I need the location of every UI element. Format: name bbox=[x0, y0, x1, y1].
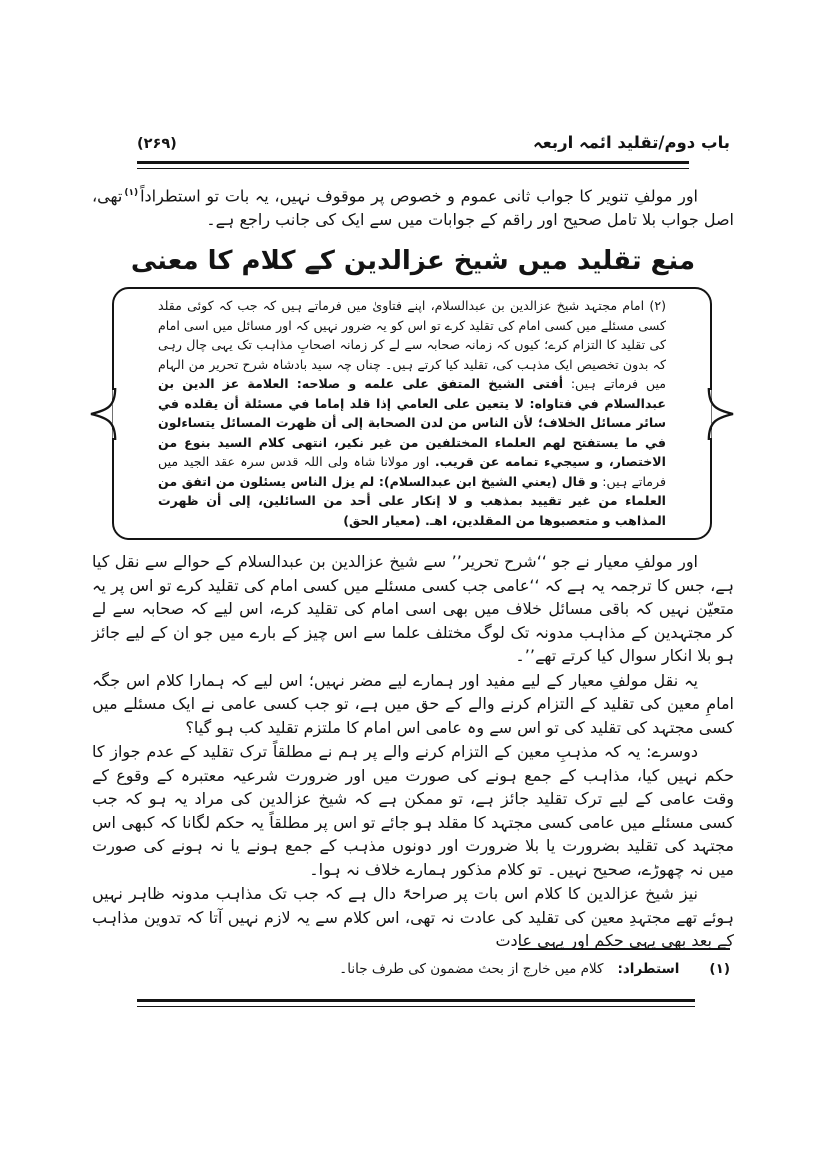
intro-text-after: تھی، اصل جواب بلا تامل صحیح اور راقم کے جوابات میں سے ایک کی جانب راجع ہے۔ bbox=[92, 186, 734, 229]
right-brace-icon bbox=[696, 388, 736, 440]
body-paragraph-1: اور مولفِ معیار نے جو ‘‘شرح تحریر’’ سے شیخ عزالدین بن عبدالسلام کے حوالے سے نقل کیا ہے، جس کا ترجمہ یہ ہے کہ ‘‘عامی جب کسی مسئلے میں کسی امام کی تقلید کرے تو اس پر یہ متعیّن نہیں کہ باقی مسائل خلاف میں بھی اسی امام کی تقلید کرے، اس لیے کہ صحابہ سے لے کر مجتہدین کے مذاہب مدونہ تک لوگ مختلف علما سے اس چیز کے بارے میں جو ان کے لیے جائز ہو بلا انکار سوال کیا کرتے تھے’’۔ bbox=[92, 552, 734, 666]
boxed-arabic-quote-2: و قال (يعني الشيخ ابن عبدالسلام): لم يزل الناس يسئلون من اتفق من العلماء من غير تقييد بمذهب و لا إنكار على أحد من السائلين، إلى أن ظهرت المذاهب و متعصبوها من المقلدين، اهـ. bbox=[158, 473, 666, 528]
page-number: (۲۶۹) bbox=[137, 136, 177, 152]
body-text-block bbox=[0, 550, 826, 953]
footnote-text: کلام میں خارج از بحث مضمون کی طرف جانا۔ bbox=[339, 961, 604, 977]
body-paragraph-3: دوسرے: یہ کہ مذہبِ معین کے التزام کرنے والے پر ہم نے مطلقاً ترک تقلید کے عدم جواز کا حکم نہیں کیا، مذاہب کے جمع ہونے کی صورت میں اور ضرورت شرعیہ معتبرہ کے وقوع کے وقت عامی کے لیے ترک تقلید جائز ہے، تو ممکن ہے کہ شیخ عزالدین کی مراد یہ ہو کہ جب کسی مسئلے میں عامی کسی مجتہد کا مقلد ہو جائے تو اس پر مطلقاً یہ حکم لگانا کہ کبھی اس مجتہد کی تقلید بضرورت یا بلا ضرورت اور دونوں مذہب کے جمع ہونے یا نہ ہونے کی صورت میں نہ چھوڑے، صحیح نہیں۔ تو کلام مذکور ہمارے خلاف نہ ہوا۔ bbox=[92, 742, 734, 879]
boxed-arabic-quote-1: أفتى الشيخ المتفق على علمه و صلاحه: العلامة عز الدين بن عبدالسلام في فتاواه: لا يتعين على العامي إذا قلد إماما في مسئلة أن يقلده في سائر مسائل الخلاف؛ لأن الناس من لدن الصحابة إلى أن ظهرت المسائل يتساءلون في ما يستفتح لهم العلماء المختلفين من غير نكير، انتهى كلام السيد بنوع من الاختصار، و سيجيء تمامه عن قريب. bbox=[158, 376, 666, 470]
body-paragraph-2: یہ نقل مولفِ معیار کے لیے مفید اور ہمارے لیے مضر نہیں؛ اس لیے کہ ہمارا کلام اس جگہ امامِ معین کی تقلید کے التزام کرنے والے کے حق میں ہے، تو جب کسی عامی نے ایک مسئلے میں کسی مجتہد کی تقلید کی تو اس سے وہ عامی اس امام کا ملتزم تقلید کب ہو گیا؟ bbox=[92, 670, 734, 737]
intro-paragraph bbox=[92, 182, 734, 231]
boxed-source-citation: (معیار الحق) bbox=[343, 512, 421, 528]
boxed-urdu-middle: اور مولانا شاہ ولی اللہ قدس سرہ عقد الجید میں فرماتے ہیں: bbox=[158, 454, 666, 489]
body-paragraph-4: نیز شیخ عزالدین کا کلام اس بات پر صراحۃً دال ہے کہ جب تک مذاہب مدونہ ظاہر نہیں ہوئے تھے مجتہدِ معین کی تقلید کی عادت نہ تھی، اس کلام سے یہ لازم نہیں آتا کہ تدوین مذاہب کے بعد بھی یہی حکم اور یہی عادت bbox=[92, 884, 734, 951]
chapter-title: باب دوم/تقلید ائمہ اربعہ bbox=[532, 133, 730, 152]
left-brace-icon bbox=[88, 388, 128, 440]
footnote bbox=[96, 958, 730, 980]
brace-quote-box bbox=[112, 287, 712, 540]
footnote-term: استطراد: bbox=[617, 961, 680, 977]
footnote-reference-marker: (۱) bbox=[124, 188, 139, 198]
page-header bbox=[137, 126, 730, 152]
footnote-separator-rule bbox=[518, 948, 730, 950]
footnote-marker: (۱) bbox=[709, 961, 730, 977]
boxed-urdu-intro: (۲) امام مجتہد شیخ عزالدین بن عبدالسلام، اپنے فتاویٰ میں فرماتے ہیں کہ جب کہ کوئی مقلد کسی مسئلے میں کسی امام کی تقلید کرے تو اس کو یہ ضرور نہیں کہ اور مسائل میں اسی امام کی تقلید کا التزام کرے؛ کیوں کہ زمانہ صحابہ سے لے کر زمانہ اصحابِ مذاہب تک یہی چال رہی کہ بدون تخصیص ایک مذہب کی، تقلید کیا کرتے ہیں۔ چناں چہ سید بادشاہ شرح تحریر من الہام میں فرماتے ہیں: bbox=[158, 298, 666, 392]
boxed-passage bbox=[158, 296, 666, 530]
header-rule bbox=[137, 161, 689, 169]
bottom-rule bbox=[137, 999, 695, 1007]
intro-text-before: اور مولفِ تنویر کا جواب ثانی عموم و خصوص پر موقوف نہیں، یہ بات تو استطراداً bbox=[140, 186, 698, 206]
section-heading: منع تقلید میں شیخ عزالدین کے کلام کا معنی bbox=[130, 246, 696, 277]
